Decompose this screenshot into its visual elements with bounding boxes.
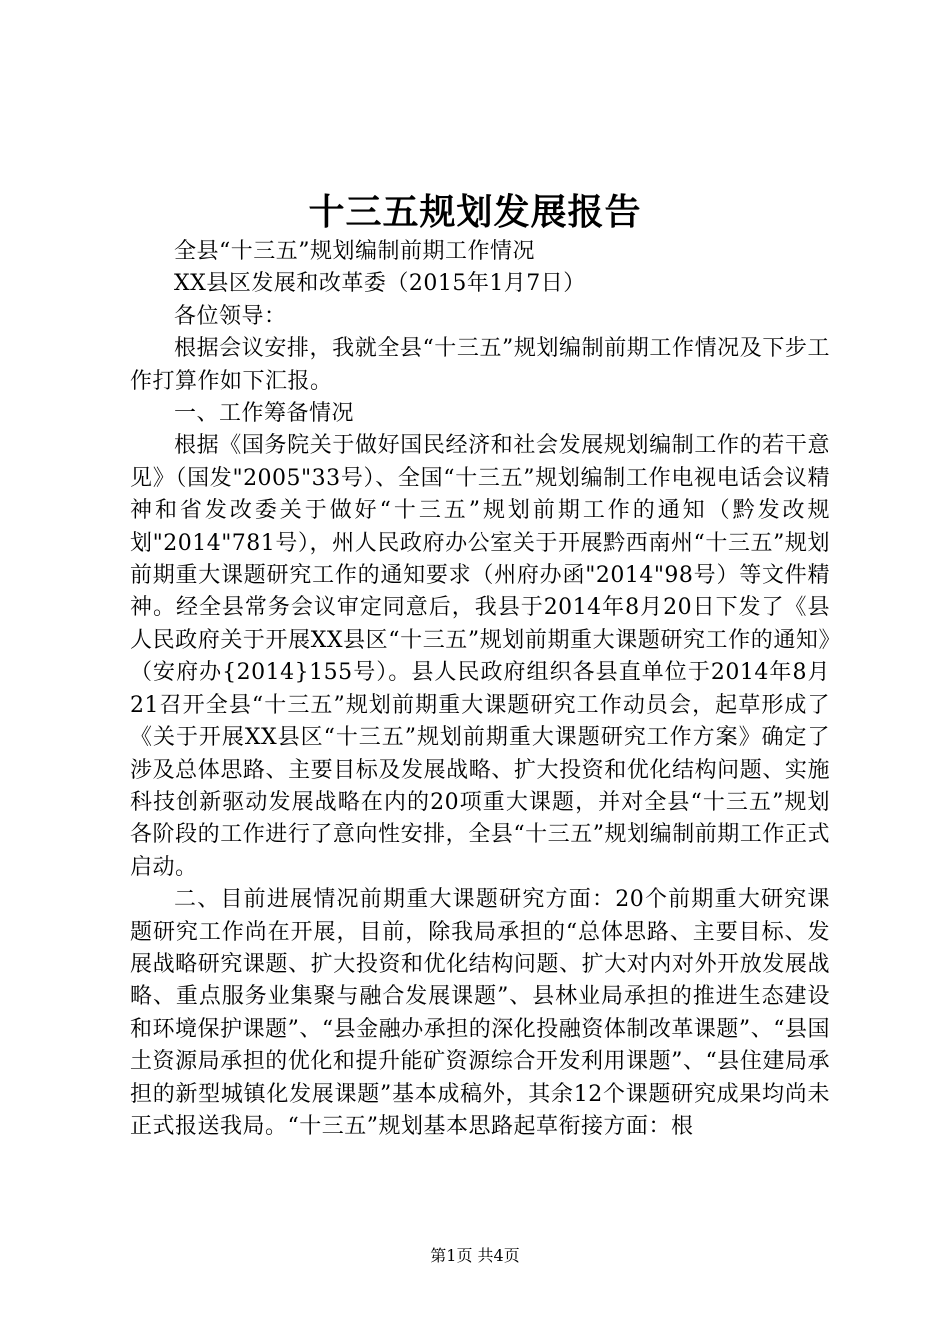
section-heading-1: 一、工作筹备情况 xyxy=(174,401,355,427)
paragraph-section-2: 二、目前进展情况前期重大课题研究方面：20个前期重大研究课题研究工作尚在开展，目前，除我局承担的“总体思路、主要目标、发展战略研究课题、扩大投资和优化结构问题、扩大对内对外开放发展战略、重点服务业集聚与融合发展课题”、县林业局承担的推进生态建设和环境保护课题”、“县金融办承担的深化投融资体制改革课题”、“县国土资源局承担的优化和提升能矿资源综合开发利用课题”、“县住建局承担的新型城镇化发展课题”基本成稿外，其余12个课题研究成果均尚未正式报送我局。“十三五”规划基本思路起草衔接方面：根 xyxy=(130,887,830,1139)
paragraph-subtitle: 全县“十三五”规划编制前期工作情况 xyxy=(174,239,535,264)
paragraph-section-1: 根据《国务院关于做好国民经济和社会发展规划编制工作的若干意见》（国发"2005"33号）、全国“十三五”规划编制工作电视电话会议精神和省发改委关于做好“十三五”规划前期工作的通知（黔发改规划"2014"781号），州人民政府办公室关于开展黔西南州“十三五”规划前期重大课题研究工作的通知要求（州府办函"2014"98号）等文件精神。经全县常务会议审定同意后，我县于2014年8月20日下发了《县人民政府关于开展XX县区“十三五”规划前期重大课题研究工作的通知》（安府办{2014}155号）。县人民政府组织各县直单位于2014年8月21召开全县“十三五”规划前期重大课题研究工作动员会，起草形成了《关于开展XX县区“十三五”规划前期重大课题研究工作方案》确定了涉及总体思路、主要目标及发展战略、扩大投资和优化结构问题、实施科技创新驱动发展战略在内的20项重大课题，并对全县“十三五”规划各阶段的工作进行了意向性安排，全县“十三五”规划编制前期工作正式启动。 xyxy=(130,433,830,880)
paragraph-salutation: 各位领导： xyxy=(174,303,287,329)
paragraph-author-date: XX县区发展和改革委（2015年1月7日） xyxy=(174,271,586,297)
document-title: 十三五规划发展报告 xyxy=(308,191,642,233)
paragraph-intro: 根据会议安排，我就全县“十三五”规划编制前期工作情况及下步工作打算作如下汇报。 xyxy=(130,336,830,394)
page-footer: 第1页 共4页 xyxy=(430,1246,520,1265)
document-body xyxy=(130,236,830,1143)
